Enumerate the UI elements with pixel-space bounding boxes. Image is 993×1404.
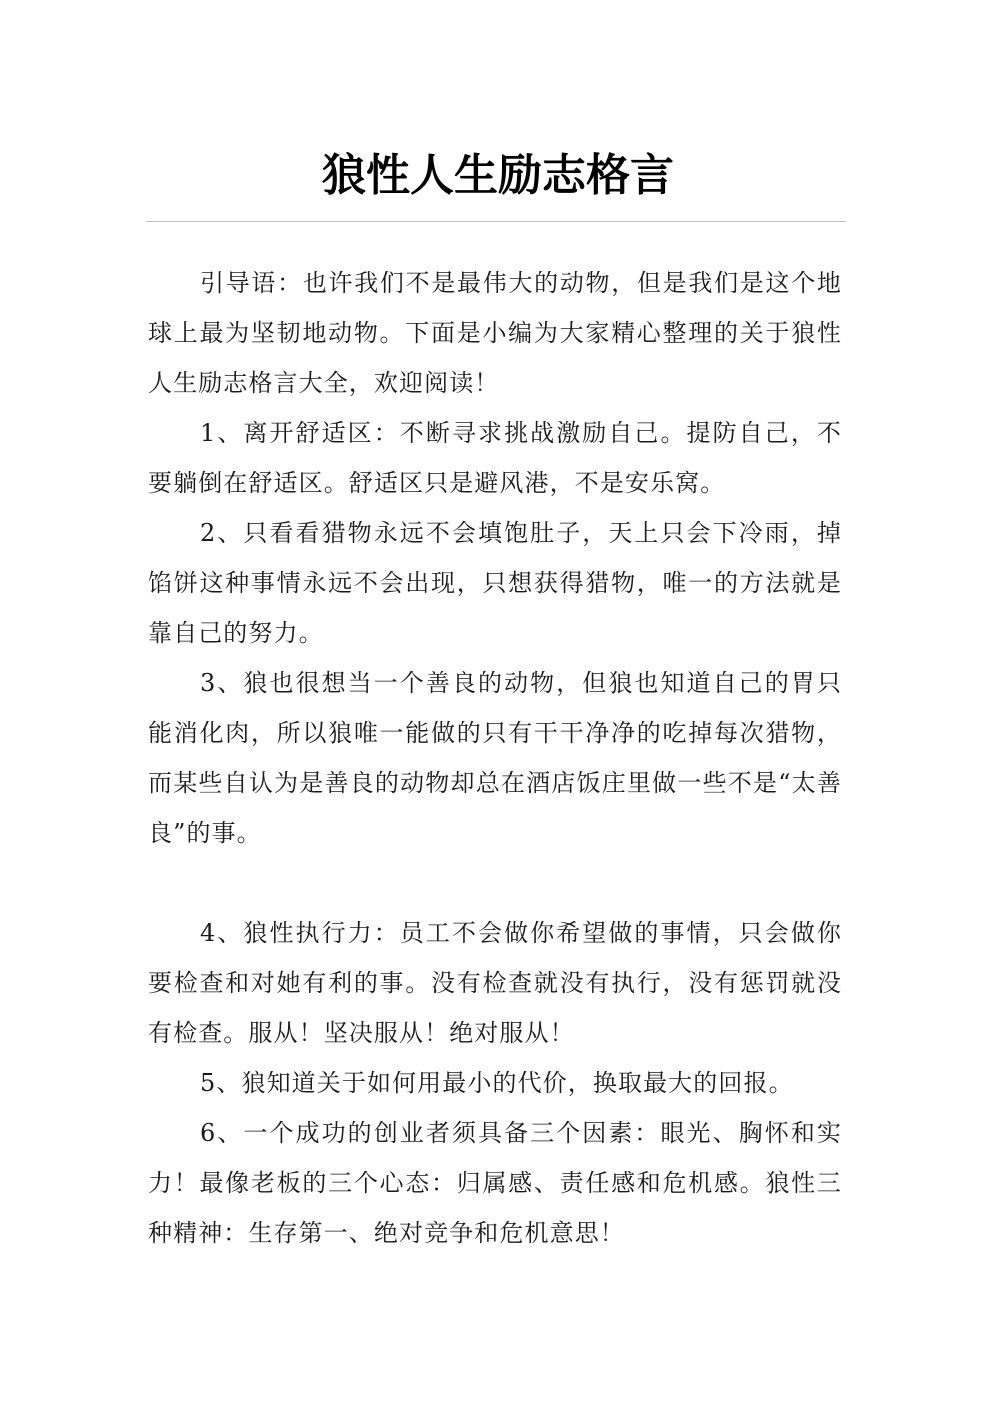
page-title: 狼性人生励志格言 xyxy=(322,150,674,202)
list-item: 2、只看看猎物永远不会填饱肚子，天上只会下冷雨，掉馅饼这种事情永远不会出现，只想获得猎物，唯一的方法就是靠自己的努力。 xyxy=(148,519,842,647)
list-item: 1、离开舒适区：不断寻求挑战激励自己。提防自己，不要躺倒在舒适区。舒适区只是避风港，不是安乐窝。 xyxy=(148,419,842,497)
list-item: 3、狼也很想当一个善良的动物，但狼也知道自己的胃只能消化肉，所以狼唯一能做的只有干干净净的吃掉每次猎物，而某些自认为是善良的动物却总在酒店饭庄里做一些不是“太善良”的事。 xyxy=(148,669,842,847)
list-item: 6、一个成功的创业者须具备三个因素：眼光、胸怀和实力！最像老板的三个心态：归属感、责任感和危机感。狼性三种精神：生存第一、绝对竞争和危机意思！ xyxy=(148,1119,842,1247)
title-divider xyxy=(146,221,846,222)
list-item: 4、狼性执行力：员工不会做你希望做的事情，只会做你要检查和对她有利的事。没有检查就没有执行，没有惩罚就没有检查。服从！坚决服从！绝对服从！ xyxy=(148,919,842,1047)
list-item: 5、狼知道关于如何用最小的代价，换取最大的回报。 xyxy=(200,1069,794,1097)
blank-paragraph xyxy=(148,858,842,908)
document-body xyxy=(148,258,842,1258)
intro-paragraph: 引导语：也许我们不是最伟大的动物，但是我们是这个地球上最为坚韧地动物。下面是小编为大家精心整理的关于狼性人生励志格言大全，欢迎阅读！ xyxy=(148,269,842,397)
